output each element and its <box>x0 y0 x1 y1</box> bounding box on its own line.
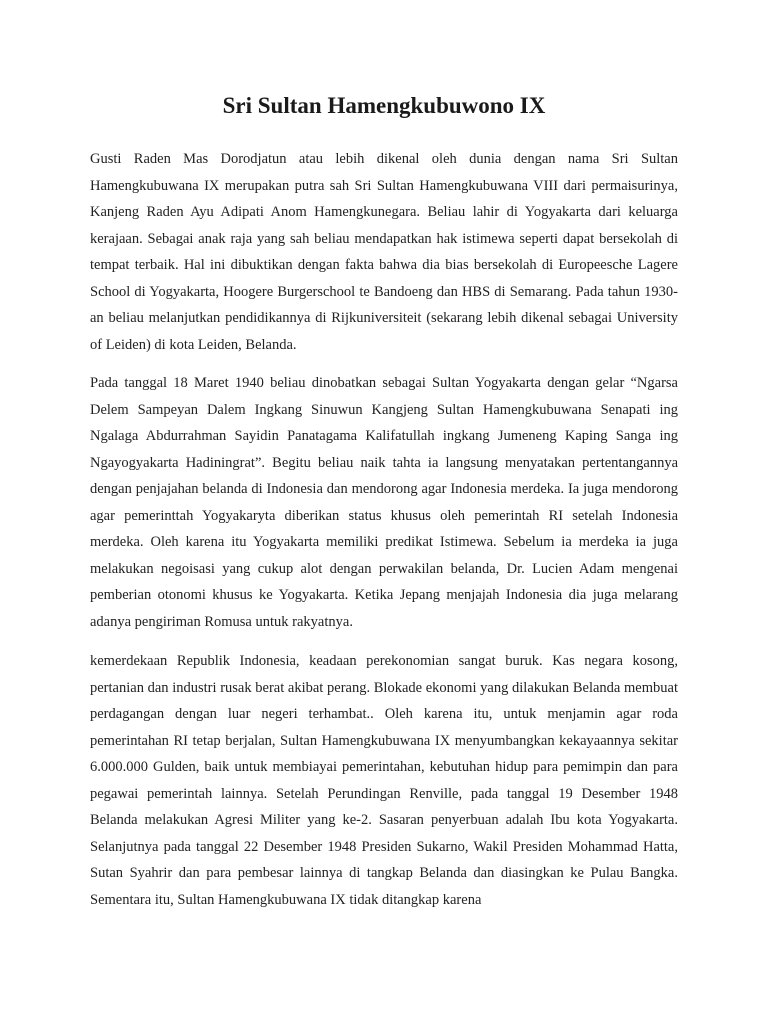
paragraph-early-life: Gusti Raden Mas Dorodjatun atau lebih dikenal oleh dunia dengan nama Sri Sultan Hamengkubuwana IX merupakan putra sah Sri Sultan Hamengkubuwana VIII dari permaisurinya, Kanjeng Raden Ayu Adipati Anom Hamengkunegara. Beliau lahir di Yogyakarta dari keluarga kerajaan. Sebagai anak raja yang sah beliau mendapatkan hak istimewa seperti dapat bersekolah di tempat terbaik. Hal ini dibuktikan dengan fakta bahwa dia bias bersekolah di Europeesche Lagere School di Yogyakarta, Hoogere Burgerschool te Bandoeng dan HBS di Semarang. Pada tahun 1930-an beliau melanjutkan pendidikannya di Rijkuniversiteit (sekarang lebih dikenal sebagai University of Leiden) di kota Leiden, Belanda. <box>90 151 678 353</box>
document-title: Sri Sultan Hamengkubuwono IX <box>222 93 546 118</box>
paragraph-independence: kemerdekaan Republik Indonesia, keadaan perekonomian sangat buruk. Kas negara kosong, pertanian dan industri rusak berat akibat perang. Blokade ekonomi yang dilakukan Belanda membuat perdagangan dengan luar negeri terhambat.. Oleh karena itu, untuk menjamin agar roda pemerintahan RI tetap berjalan, Sultan Hamengkubuwana IX menyumbangkan kekayaannya sekitar 6.000.000 Gulden, baik untuk membiayai pemerintahan, kebutuhan hidup para pemimpin dan para pegawai pemerintah lainnya. Setelah Perundingan Renville, pada tanggal 19 Desember 1948 Belanda melakukan Agresi Militer yang ke-2. Sasaran penyerbuan adalah Ibu kota Yogyakarta. Selanjutnya pada tanggal 22 Desember 1948 Presiden Sukarno, Wakil Presiden Mohammad Hatta, Sutan Syahrir dan para pembesar lainnya di tangkap Belanda dan diasingkan ke Pulau Bangka. Sementara itu, Sultan Hamengkubuwana IX tidak ditangkap karena <box>90 653 678 908</box>
paragraph-coronation: Pada tanggal 18 Maret 1940 beliau dinobatkan sebagai Sultan Yogyakarta dengan gelar “Ngarsa Delem Sampeyan Dalem Ingkang Sinuwun Kangjeng Sultan Hamengkubuwana Senapati ing Ngalaga Abdurrahman Sayidin Panatagama Kalifatullah ingkang Jumeneng Kaping Sanga ing Ngayogyakarta Hadiningrat”. Begitu beliau naik tahta ia langsung menyatakan pertentangannya dengan penjajahan belanda di Indonesia dan mendorong agar Indonesia merdeka. Ia juga mendorong agar pemerinttah Yogyakaryta diberikan status khusus oleh pemerintah RI setelah Indonesia merdeka. Oleh karena itu Yogyakarta memiliki predikat Istimewa. Sebelum ia merdeka ia juga melakukan negoisasi yang cukup alot dengan perwakilan belanda, Dr. Lucien Adam mengenai pemberian otonomi khusus ke Yogyakarta. Ketika Jepang menjajah Indonesia dia juga melarang adanya pengiriman Romusa untuk rakyatnya. <box>90 375 678 630</box>
